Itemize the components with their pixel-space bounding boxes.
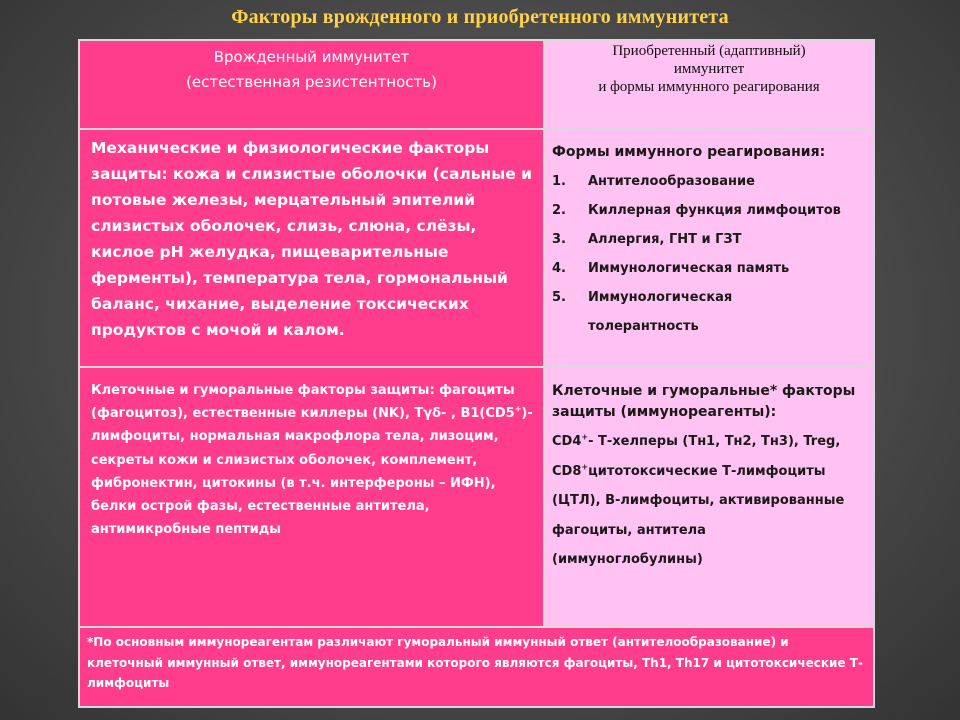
- forms-title: Формы иммунного реагирования:: [552, 144, 826, 160]
- mechanical-factors: Механические и физиологические факторы защиты: кожа и слизистые оболочки (сальные и потовые железы, мерцательный эпителий слизистых оболочек, слизь, слюна, слёзы, кислое рН желудка, пищеварительные ферменты), температура тела, гормональный баланс, чихание, выделение токсических продуктов с мочой и калом.: [79, 129, 544, 367]
- list-item: 3. Аллергия, ГНТ и ГЗТ: [552, 232, 742, 247]
- list-item: 2. Киллерная функция лимфоцитов: [552, 203, 841, 218]
- header-innate-line1: Врожденный иммунитет: [213, 48, 410, 66]
- innate-cells-text-1: Клеточные и гуморальные факторы защиты: фагоциты (фагоцитоз), естественные киллеры (NK), Tγδ- , B1(CD5: [91, 383, 515, 422]
- cd4-line: CD4+- Т-хелперы (Тн1, Тн2, Тн3), Treg,: [552, 432, 841, 449]
- table-border-left: [78, 39, 80, 708]
- header-acquired-line1: Приобретенный (адаптивный): [612, 43, 806, 59]
- forms-list: [544, 167, 874, 341]
- header-innate-line2: (естественная резистентность): [186, 73, 437, 91]
- table-border-right: [873, 39, 875, 708]
- header-acquired: [544, 40, 874, 129]
- immune-forms: [544, 129, 874, 367]
- list-item: 1. Антителообразование: [552, 174, 755, 189]
- acquired-cell-factors: [544, 367, 874, 627]
- table-divider-row3: [78, 626, 875, 628]
- cd8-line: CD8+цитотоксические Т-лимфоциты: [552, 462, 826, 479]
- header-acquired-line2: иммунитет: [673, 61, 745, 77]
- acquired-cells-body: [544, 427, 874, 575]
- acquired-cells-title: Клеточные и гуморальные* факторы защиты (иммунореагенты):: [552, 383, 856, 420]
- header-acquired-line3: и формы иммунного реагирования: [598, 79, 820, 95]
- table-border-top: [78, 39, 875, 41]
- innate-cells-sup: +: [514, 404, 522, 414]
- table-border-bottom: [78, 706, 875, 708]
- table-divider-row2: [78, 366, 875, 368]
- list-item-continuation: толерантность: [588, 319, 699, 334]
- acquired-line-4: фагоциты, антитела: [552, 522, 706, 538]
- list-item: 4. Иммунологическая память: [552, 261, 790, 276]
- acquired-line-3: (ЦТЛ), В-лимфоциты, активированные: [552, 493, 845, 508]
- table-divider-row1: [78, 128, 875, 130]
- footnote: *По основным иммунореагентам различают гуморальный иммунный ответ (антителообразование) и клеточный иммунный ответ, иммунореагентами которого являются фагоциты, Th1, Th17 и цитотоксические Т-лимфоциты: [79, 627, 874, 707]
- innate-cell-factors: [79, 367, 544, 627]
- innate-cells-text-2: )-лимфоциты, нормальная макрофлора тела, лизоцим, секреты кожи и слизистых оболочек, комплемент, фибронектин, цитокины (в т.ч. интерфероны – ИФН), белки острой фазы, естественные антитела, антимикробные пептиды: [91, 406, 533, 538]
- list-item: 5. Иммунологическая: [552, 290, 733, 305]
- header-innate: [79, 40, 544, 129]
- page-title: Факторы врожденного и приобретенного иммунитета: [231, 6, 729, 28]
- acquired-line-5: (иммуноглобулины): [552, 552, 703, 567]
